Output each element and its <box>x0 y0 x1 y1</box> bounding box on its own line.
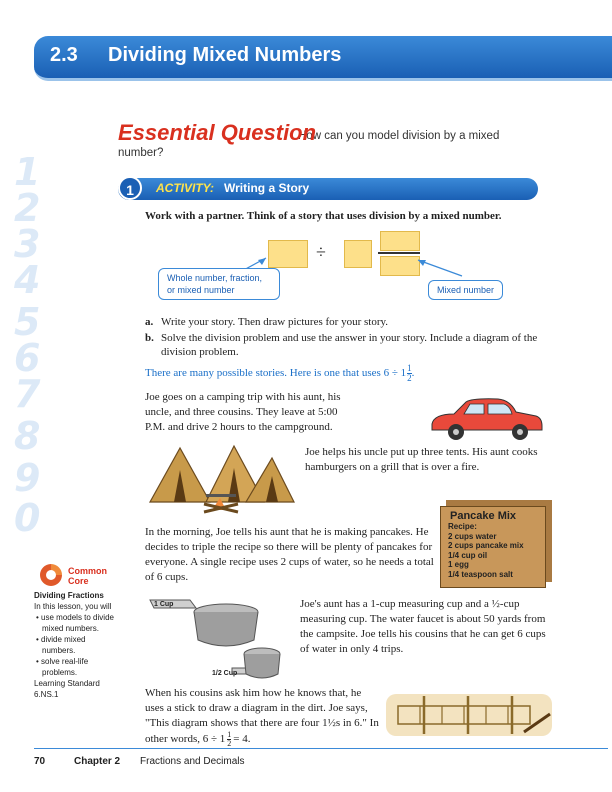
hint-text: There are many possible stories. Here is one that uses 6 ÷ 1 $\frac{1}{2}$ . <box>145 363 415 383</box>
margin-digit: 5 <box>14 300 41 344</box>
activity-label: ACTIVITY: <box>156 181 215 195</box>
task-b: b. Solve the division problem and use the answer in your story. Include a diagram of the division problem. <box>145 332 538 358</box>
margin-digit: 2 <box>14 186 41 230</box>
footer-chapter: Chapter 2 <box>74 756 121 767</box>
margin-digit: 4 <box>14 258 41 302</box>
task-a: a. Write your story. Then draw pictures for your story. <box>145 316 389 328</box>
footer-topic: Fractions and Decimals <box>140 756 245 767</box>
margin-digit: 0 <box>14 496 41 540</box>
common-core-title: Common Core <box>68 566 107 586</box>
margin-digit: 3 <box>14 222 41 266</box>
page-title: Dividing Mixed Numbers <box>108 44 342 66</box>
story-paragraph-3: In the morning, Joe tells his aunt that he is making pancakes. He decides to triple the recipe so there will be plenty of pancakes for everyone. A single recipe uses 2 cups of water, so he needs a total of 6 cups. <box>145 526 434 583</box>
essential-question-text: How can you model division by a mixed number? <box>118 130 500 159</box>
story-paragraph-2: Joe helps his uncle put up three tents. His aunt cooks hamburgers on a grill that is over a fire. <box>305 446 538 473</box>
story-paragraph-1: Joe goes on a camping trip with his aunt, his uncle, and three cousins. They leave at 5:00 P.M. and drive 2 hours to the campground. <box>145 391 341 433</box>
half-cup-label: 1/2 Cup <box>212 670 238 677</box>
callout-dividend: Whole number, fraction, or mixed number <box>158 268 280 300</box>
margin-digit: 1 <box>14 150 41 194</box>
story-paragraph-5: When his cousins ask him how he knows that, he uses a stick to draw a diagram in the dirt. Joe says, "This diagram shows that there are four 1½s in 6." In other words, 6 ÷ 1 $\frac{1}{2}$ = 4. <box>145 687 379 748</box>
callout-divisor: Mixed number <box>428 280 503 300</box>
car-illustration <box>424 396 548 442</box>
common-core-panel: Dividing Fractions In this lesson, you will • use models to divide mixed numbers. • divide mixed numbers. • solve real-life problems. Learning Standard 6.NS.1 <box>34 591 114 699</box>
page-number: 70 <box>34 756 46 767</box>
margin-digit: 7 <box>14 372 41 416</box>
margin-digit: 8 <box>14 414 41 458</box>
one-cup-label: 1 Cup <box>154 601 174 608</box>
common-core-icon <box>38 562 64 588</box>
pancake-recipe: Recipe: 2 cups water 2 cups pancake mix 1/4 cup oil 1 egg 1/4 teaspoon salt <box>448 522 524 579</box>
margin-digit: 9 <box>14 456 41 500</box>
activity-instruction: Work with a partner. Think of a story that uses division by a mixed number. <box>145 210 502 222</box>
divide-symbol: ÷ <box>316 242 326 262</box>
footer-divider <box>34 748 608 749</box>
activity-title: Writing a Story <box>224 181 310 195</box>
activity-number: 1 <box>118 176 142 200</box>
stick-diagram <box>384 692 554 738</box>
divisor-numerator-box <box>380 231 420 251</box>
section-number: 2.3 <box>50 44 78 66</box>
essential-question-label: Essential Question <box>118 120 317 145</box>
pancake-box-title: Pancake Mix <box>450 510 517 522</box>
tents-campfire-illustration <box>146 440 296 516</box>
story-paragraph-4: Joe's aunt has a 1-cup measuring cup and a ½-cup measuring cup. The water faucet is about 50 yards from the campsite. Joe tells his cousins that he can get 6 cups of water in only 4 trips. <box>300 598 546 655</box>
margin-digit: 6 <box>14 336 41 380</box>
